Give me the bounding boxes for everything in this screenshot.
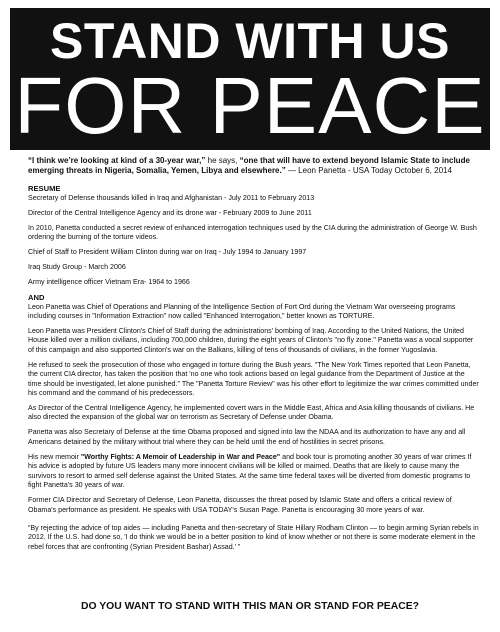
quote-part-3: “one that will have to extend beyond Islamic State to include emerging threats in Nigeria, Somalia, Yemen, Libya and elsewhere.” [28, 156, 470, 176]
memoir-prefix: His new memoir [28, 452, 81, 461]
headline-line-1: STAND WITH US [50, 13, 450, 69]
body-paragraph: He refused to seek the prosecution of those who engaged in torture during the Bush years. "The New York Times reported that Leon Panetta, the current CIA director, has taken the position that 'no one who took actions based on legal guidance from the Department of Justice at the time should be investigated, let alone punished." The "Panetta Torture Review" was his other effort to legitimize the war crimes committed under his command and the command of his predecessors. [28, 360, 479, 398]
body-paragraph: Panetta was also Secretary of Defense at the time Obama proposed and signed into law the NDAA and its authorization to have any and all Americans detained by the military without trial where they can be held until the end of hostilities in secret prisons. [28, 428, 466, 446]
resume-item: Chief of Staff to President William Clinton during war on Iraq - July 1994 to January 1997 [28, 248, 307, 257]
closing-quote: “By rejecting the advice of top aides — including Panetta and then-secretary of State Hillary Rodham Clinton — to begin arming Syrian rebels in 2012. If the U.S. had done so, 'I do think we would be in a better position to kind of know whether or not there is some moderate element in the rebel forces that are confronting (Syrian President Bashar) Assad.' ” [28, 523, 479, 551]
resume-item: Secretary of Defense thousands killed in Iraq and Afghanistan - July 2011 to February 2013 [28, 193, 315, 202]
body-paragraph: As Director of the Central Intelligence Agency, he implemented covert wars in the Middle East, Africa and Asia killing thousands of civilians. He also directed the expansion of the global war on terrorism as Secretary of Defense under Obama. [28, 404, 475, 422]
headline-line-2: FOR PEACE [14, 61, 486, 150]
memoir-paragraph [28, 453, 480, 491]
and-heading: AND [28, 293, 45, 303]
headline-banner [10, 8, 490, 150]
body-paragraph: Leon Panetta was Chief of Operations and Planning of the Intelligence Section of Fort Ord during the Vietnam War overseeing programs including courses in "Information Extraction" now called "Enhanced Interrogation," better known as TORTURE. [28, 302, 456, 321]
resume-item: Director of the Central Intelligence Agency and its drone war - February 2009 to June 2011 [28, 208, 312, 217]
body-paragraph: Former CIA Director and Secretary of Defense, Leon Panetta, discusses the threat posed by Islamic State and offers a critical review of Obama's performance as president. He speaks with USA TODAY's Susan Page. Panetta is encouraging 30 more years of war. [28, 496, 452, 514]
quote-part-2: he says, [205, 156, 240, 165]
flyer-body [28, 156, 480, 560]
panetta-quote [28, 156, 480, 176]
body-paragraph: Leon Panetta was President Clinton's Chief of Staff during the administrations' bombing of Iraq. According to the United Nations, the United House killed over a million civilians, including 700,000 children, during the eight years of Clinton's "no fly zone." Panetta was a vocal supporter of this campaign and also supported Clinton's war on the Balkans, killing of tens of thousands of civilians, in the former Yugoslavia. [28, 327, 474, 354]
call-to-action: DO YOU WANT TO STAND WITH THIS MAN OR STAND FOR PEACE? [80, 601, 420, 612]
memoir-suffix: and book tour is promoting another 30 years of war crimes If his advice is adopted by future US leaders many more innocent civilians will be killed or maimed. Deaths that are likely to cause many the survivors to resort to armed self defense against the United States. At the same time federal taxes will be diverted from domestic programs to fight Panetta's 30 years of war. [28, 452, 472, 490]
resume-item: In 2010, Panetta conducted a secret review of enhanced interrogation techniques used by the CIA during the administration of George W. Bush ordering the burning of the torture videos. [28, 223, 477, 242]
resume-heading: RESUME [28, 184, 61, 194]
resume-item: Iraq Study Group - March 2006 [28, 263, 126, 272]
memoir-title: "Worthy Fights: A Memoir of Leadership in War and Peace" [80, 452, 281, 461]
quote-attribution: — Leon Panetta - USA Today October 6, 2014 [285, 166, 452, 176]
resume-item: Army intelligence officer Vietnam Era- 1964 to 1966 [28, 278, 190, 287]
quote-part-1: “I think we’re looking at kind of a 30-year war,” [28, 156, 206, 165]
